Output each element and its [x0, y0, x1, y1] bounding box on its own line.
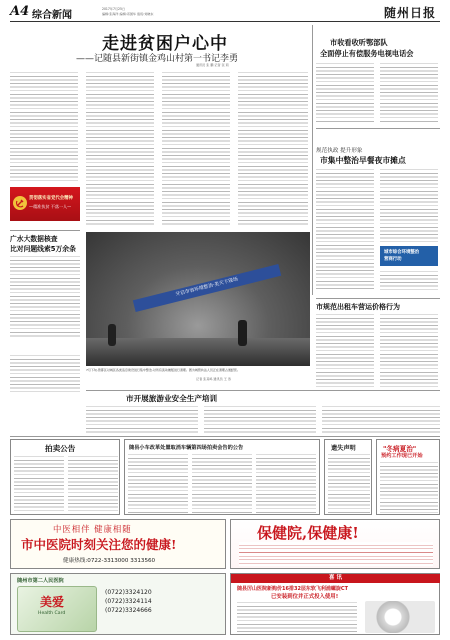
section-name: 综合新闻	[32, 10, 72, 21]
lead-col-3	[162, 71, 230, 226]
lead-subtitle: ——记随县新街镇金鸡山村第一书记李勇	[76, 54, 239, 64]
section-divider	[10, 436, 440, 437]
news-right-3	[316, 301, 440, 389]
hammer-sickle-icon	[13, 196, 27, 210]
lead-title: 走进贫困户心中	[102, 34, 228, 54]
section-divider	[316, 298, 440, 299]
photo-figure	[108, 324, 116, 346]
news-right-2-title: 规范执政 提升形象	[316, 148, 363, 154]
summer-sub: 预约工作现已开始	[381, 453, 423, 459]
ad-ct-subtitle: 已安装到位并正式投入使用!	[271, 594, 339, 600]
paper-logo: 随州日报	[383, 6, 436, 20]
date-line: 2017年7月25日	[102, 7, 126, 11]
ad-second-phones	[105, 588, 152, 615]
lost-notice-title: 遗失声明	[331, 445, 356, 452]
ad-ct-body	[237, 601, 357, 633]
ad-ct-news	[230, 573, 440, 635]
auction2-col1	[128, 453, 188, 513]
section-divider	[10, 230, 80, 231]
column-body	[10, 354, 80, 394]
news-right-3-col1	[316, 313, 374, 387]
ad-second-hospital	[10, 573, 226, 635]
auction2-title: 随县小车改革处置取消车辆第四场拍卖会告的公告	[129, 445, 244, 451]
photo-credit: 记者 张其鸣 通讯员 王 涛	[196, 377, 231, 381]
auction-col1	[14, 455, 64, 513]
auction-notice-2	[124, 439, 320, 515]
ad-tcm-slogan: 中医相伴 健康相随	[53, 524, 132, 534]
news-right-1-col1	[316, 62, 374, 124]
news-left-body	[10, 255, 80, 337]
ad-maternity-body	[239, 542, 433, 566]
phone-3: (0722)3324666	[105, 607, 152, 614]
lead-col-1	[10, 71, 78, 183]
photo-ground	[86, 338, 310, 366]
health-card-sub: Health Card	[38, 611, 66, 616]
ad-maternity-title: 保健院,保健康!	[257, 524, 359, 542]
mid-col1	[86, 405, 198, 433]
section-divider	[316, 128, 440, 129]
news-right-2-title2: 市集中整治早餐夜市摊点	[320, 156, 406, 165]
news-right-2	[316, 146, 440, 296]
auction-notice	[10, 439, 120, 515]
auction-col2	[68, 455, 118, 513]
mid-col3	[322, 405, 440, 433]
party-ad-top: 贯彻落实省党代会精神	[29, 196, 73, 201]
news-right-2-col3	[380, 270, 438, 290]
right-tag: 城市综合环境整治 营商行动	[380, 246, 438, 266]
lead-col-2	[86, 71, 154, 226]
party-ad-banner	[10, 187, 80, 221]
news-left-title: 广水大数据核查	[10, 235, 58, 243]
ad-tcm-title: 市中医院时刻关注您的健康!	[21, 537, 177, 552]
lead-byline: 通讯员 张 鹏 记者 张 莉	[196, 63, 229, 67]
mid-title: 市开展旅游业安全生产培训	[126, 394, 218, 403]
auction2-col3	[256, 453, 316, 513]
ad-ct-title: 随县厉山医院新购价16排32层东软飞利浦螺旋CT	[237, 586, 348, 592]
auction2-col2	[192, 453, 252, 513]
news-right-1-col2	[380, 62, 438, 124]
news-left	[10, 233, 82, 339]
health-card-title: 美爱	[40, 595, 65, 609]
editor-line: 编辑:张海洋 编辑:邓国华 值班:刘晓东	[102, 12, 154, 16]
ad-second-brand: 随州市第二人民医院	[17, 578, 64, 584]
ad-tcm-hospital	[10, 519, 226, 569]
page-number: A4	[10, 4, 30, 19]
news-photo	[86, 232, 310, 366]
summer-title: "冬病夏治"	[383, 445, 417, 453]
news-right-2-col2	[380, 168, 438, 244]
lead-article	[10, 25, 310, 230]
news-left-title2: 比对问题线索5万余条	[10, 245, 76, 253]
ct-scanner-image	[365, 601, 435, 633]
news-right-1	[316, 28, 440, 126]
lost-notice-body	[328, 453, 370, 513]
masthead-rule	[10, 21, 440, 22]
phone-2: (0722)3324114	[105, 598, 152, 605]
column-label	[10, 344, 82, 352]
photo-sign: 开启市容环境整治·美天下现场	[133, 264, 281, 312]
health-card	[17, 586, 97, 632]
party-ad-bottom: —精准扶贫 不落一人—	[29, 204, 72, 209]
auction-title: 拍卖公告	[45, 444, 76, 453]
summer-body	[380, 461, 438, 513]
column-divider	[312, 25, 313, 295]
ad-tcm-phone: 健康热线:0722-3313000 3313560	[63, 558, 156, 564]
news-right-1-title: 市收看收听鄂部队	[330, 38, 388, 47]
news-right-3-col2	[380, 313, 438, 387]
section-divider	[86, 390, 440, 391]
mid-col2	[204, 405, 316, 433]
news-right-3-title: 市规范出租车营运价格行为	[316, 303, 400, 311]
lead-col-4	[238, 71, 308, 226]
news-right-1-title2: 全面停止有偿服务电视电话会	[320, 49, 414, 58]
photo-figure	[238, 320, 247, 346]
summer-notice	[376, 439, 440, 515]
ad-ct-header: 喜 讯	[231, 574, 440, 583]
photo-caption: 7月下旬,曾都区对城区各类违章建设进行集中整治,对所有流动摊贩进行清理。图为城管执法人员正在清理占道经营。	[86, 368, 240, 372]
ad-maternity-hospital	[230, 519, 440, 569]
phone-1: (0722)3324120	[105, 589, 152, 596]
lost-notice	[324, 439, 372, 515]
news-right-2-col1	[316, 168, 374, 290]
